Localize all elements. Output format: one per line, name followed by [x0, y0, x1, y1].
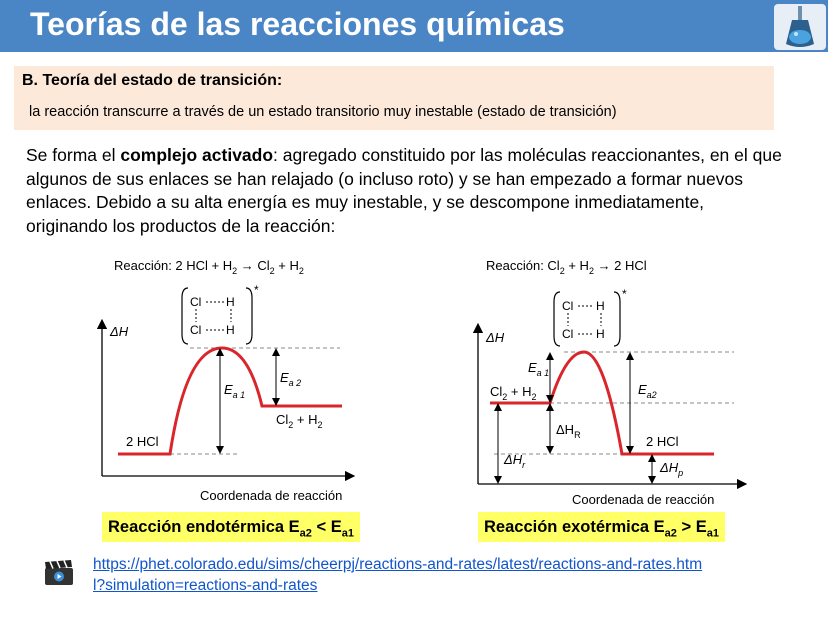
endothermic-diagram	[90, 250, 370, 510]
left-y-label: ΔH	[110, 324, 129, 339]
left-product-label: $Cl_2 + H_2$	[276, 412, 323, 430]
right-product-label: 2 HCl	[646, 434, 679, 449]
right-y-label: ΔH	[486, 330, 505, 345]
endothermic-caption: Reacción endotérmica $E_{a2} < E_{a1}$	[102, 512, 360, 542]
right-ea2-label: $E_{a2}$	[638, 382, 657, 400]
svg-text:Cl: Cl	[190, 323, 202, 337]
paragraph-bold-term: complejo activado	[120, 145, 274, 165]
title-bar	[0, 0, 828, 52]
left-ea1-label: $E_{a 1}$	[224, 382, 246, 400]
page-title: Teorías de las reacciones químicas	[30, 6, 565, 42]
left-ea2-label: $E_{a 2}$	[280, 370, 302, 388]
right-x-label: Coordenada de reacción	[572, 492, 715, 507]
right-dhr-upper-label: $\Delta H_R$	[556, 422, 581, 440]
svg-text:H: H	[596, 327, 605, 341]
svg-text:H: H	[226, 295, 235, 309]
svg-text:Cl: Cl	[190, 295, 202, 309]
left-activated-complex	[182, 283, 259, 344]
phet-simulation-link[interactable]: https://phet.colorado.edu/sims/cheerpj/reactions-and-rates/latest/reactions-and-rates.html?simulation=reactions-and-rates	[93, 556, 703, 594]
svg-text:Cl: Cl	[562, 299, 574, 313]
right-reaction-equation: Reacción: $Cl_2 + H_2 \to 2$ HCl	[486, 258, 647, 276]
theory-heading: B. Teoría del estado de transición:	[22, 72, 283, 89]
theory-box	[14, 66, 774, 130]
svg-text:Cl: Cl	[562, 327, 574, 341]
exothermic-diagram	[464, 250, 764, 512]
left-x-label: Coordenada de reacción	[200, 488, 343, 503]
exothermic-caption: Reacción exotérmica $E_{a2} > E_{a1}$	[478, 512, 725, 542]
left-reactant-label: 2 HCl	[126, 434, 159, 449]
svg-text:H: H	[596, 299, 605, 313]
svg-text:*: *	[254, 283, 259, 297]
video-clapper-icon[interactable]	[44, 560, 74, 586]
paragraph-part2: : agregado constituido por las moléculas reaccionantes, en el que algunos de sus enlaces se han relajado (o incluso roto) y se han empezado a formar nuevos enlaces. Debido a su alta energía es muy inestable, y se descompone inmediatamente, originando los productos de la reacción:	[26, 145, 782, 236]
right-ea1-label: $E_{a 1}$	[528, 360, 550, 378]
chemistry-flask-icon	[774, 4, 826, 50]
right-dhr-lower-label: $\Delta H_r$	[504, 452, 526, 470]
theory-subtitle: la reacción transcurre a través de un estado transitorio muy inestable (estado de transición)	[29, 104, 617, 120]
left-reaction-equation: Reacción: 2 HCl + $H_2 \to Cl_2 + H_2$	[114, 258, 304, 276]
right-reactant-label: $Cl_2 + H_2$	[490, 384, 537, 402]
paragraph-part1: Se forma el	[26, 145, 121, 165]
explanation-paragraph	[26, 144, 786, 238]
right-dhp-label: $\Delta H_p$	[660, 460, 684, 478]
svg-text:H: H	[226, 323, 235, 337]
svg-text:*: *	[622, 287, 627, 301]
right-activated-complex	[554, 287, 627, 346]
